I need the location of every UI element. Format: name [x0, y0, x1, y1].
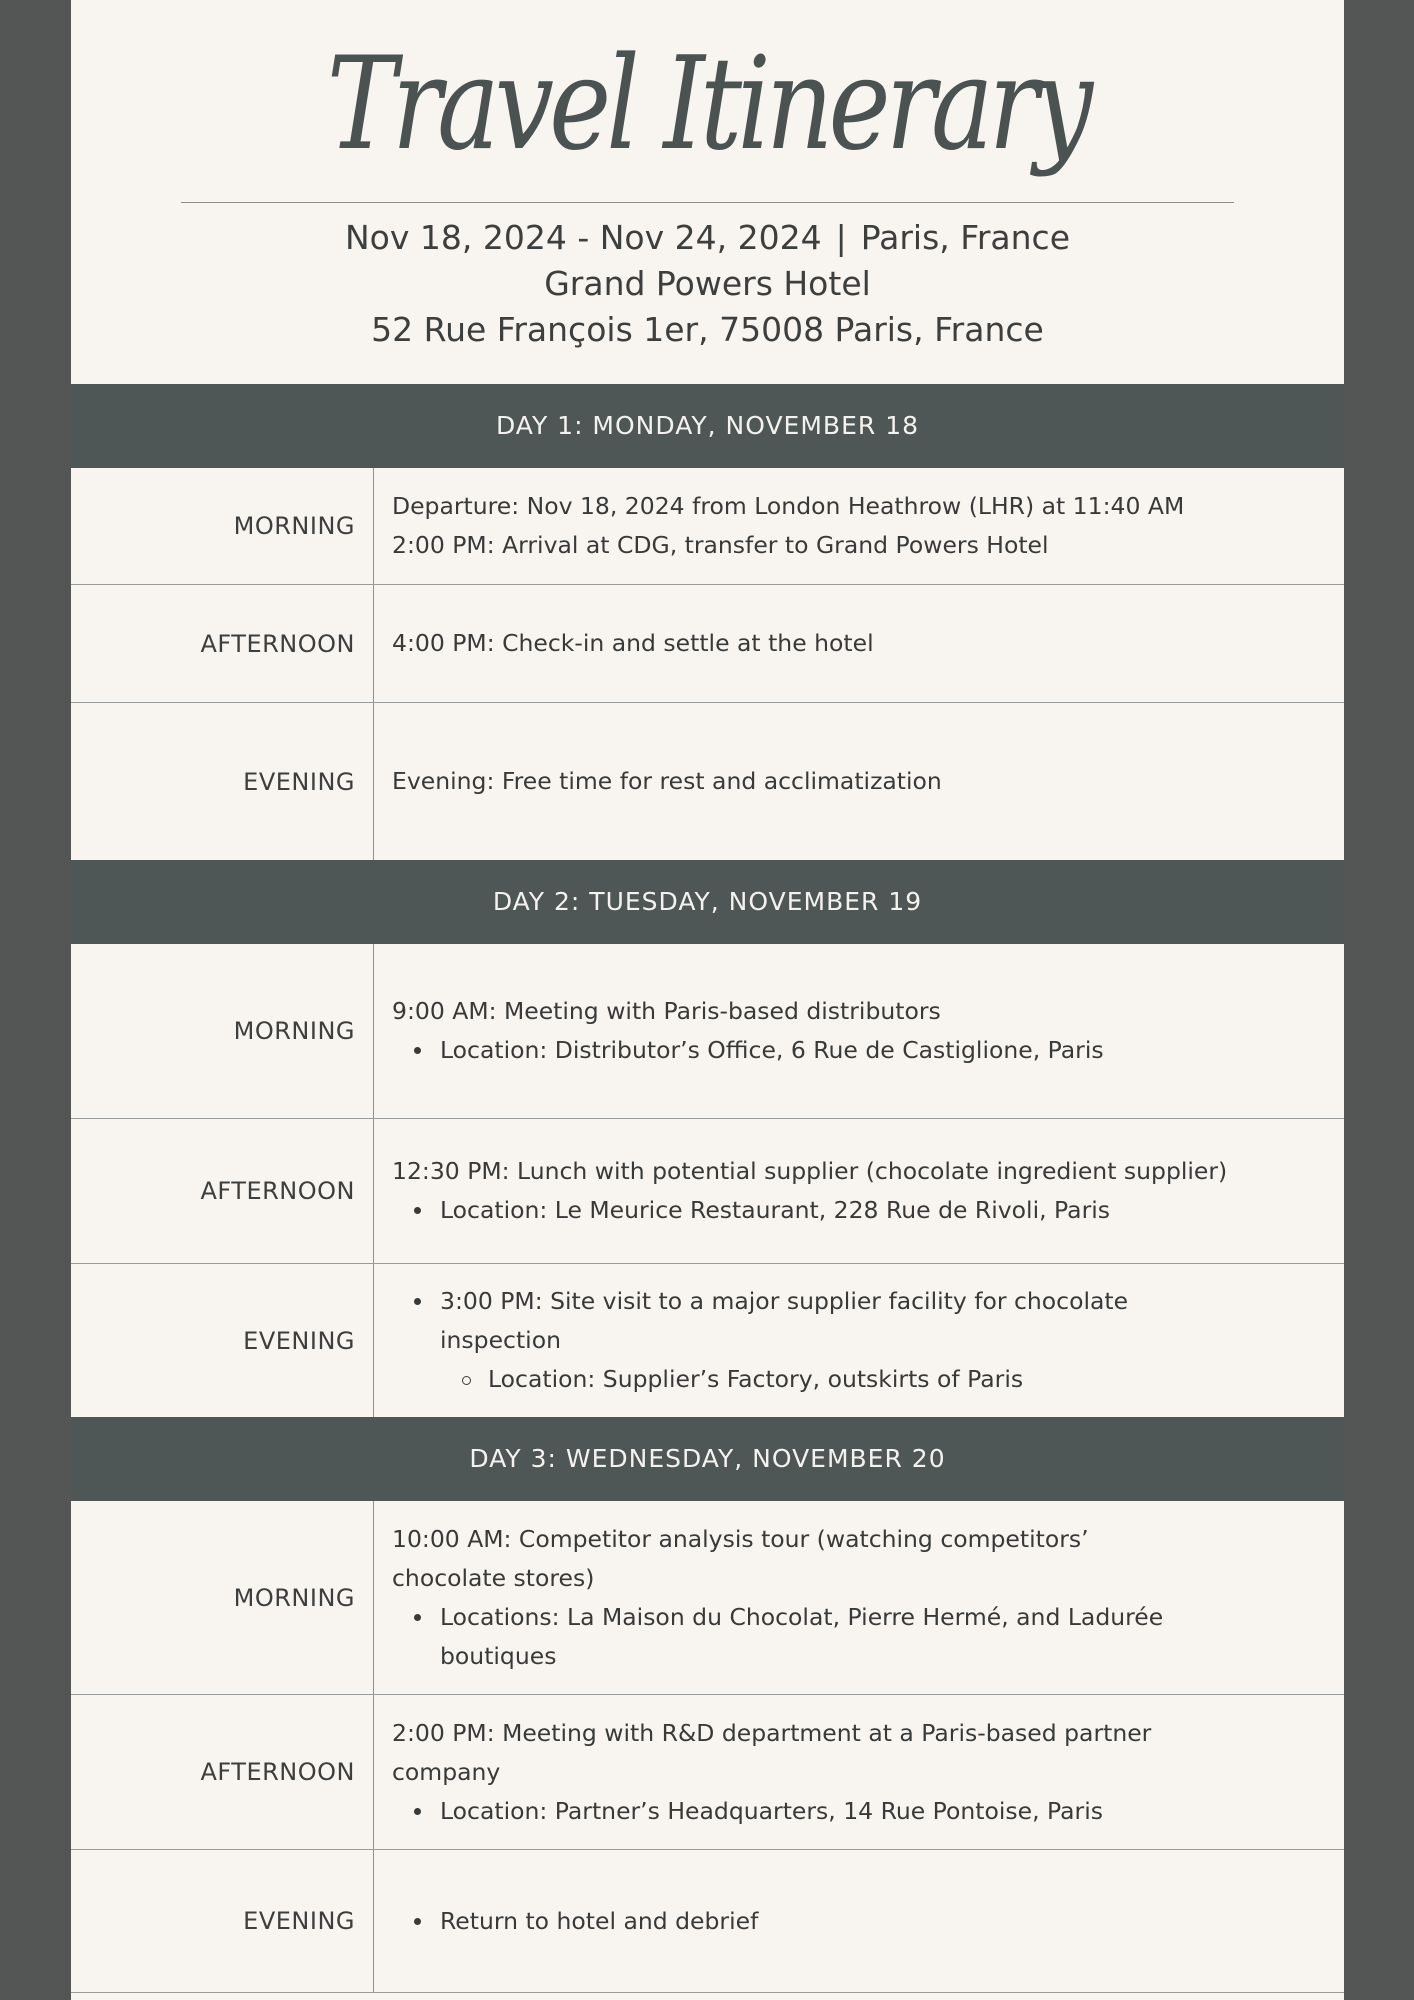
list-item: Location: Le Meurice Restaurant, 228 Rue de Rivoli, Paris — [392, 1191, 1244, 1230]
period-content — [374, 1264, 1344, 1417]
page-title: Travel Itinerary — [326, 30, 1089, 179]
list-item: Location: Distributor’s Office, 6 Rue de Castiglione, Paris — [392, 1031, 1244, 1070]
period-content — [374, 703, 1344, 860]
period-label: AFTERNOON — [71, 1695, 374, 1849]
list-item: Location: Partner’s Headquarters, 14 Rue Pontoise, Paris — [392, 1792, 1204, 1831]
day-2-header: DAY 2: TUESDAY, NOVEMBER 19 — [71, 860, 1344, 944]
detail-list — [392, 1902, 1244, 1941]
hotel-address: 52 Rue François 1er, 75008 Paris, France — [371, 310, 1044, 349]
period-content — [374, 1850, 1344, 1992]
schedule-line: 12:30 PM: Lunch with potential supplier (chocolate ingredient supplier) — [392, 1157, 1228, 1185]
day-3-morning-row — [71, 1501, 1344, 1695]
schedule-line: 2:00 PM: Arrival at CDG, transfer to Grand Powers Hotel — [392, 531, 1049, 559]
itinerary-header — [71, 0, 1344, 384]
period-content — [374, 1695, 1344, 1849]
schedule-line: Evening: Free time for rest and acclimatization — [392, 767, 942, 795]
period-content — [374, 1119, 1344, 1263]
period-label: MORNING — [71, 1501, 374, 1694]
period-content — [374, 585, 1344, 702]
period-label: EVENING — [71, 703, 374, 860]
list-item: Return to hotel and debrief — [392, 1902, 1244, 1941]
detail-list — [392, 1598, 1204, 1676]
trip-dates: Nov 18, 2024 - Nov 24, 2024 — [345, 218, 822, 257]
day-1-evening-row — [71, 703, 1344, 860]
day-3-header: DAY 3: WEDNESDAY, NOVEMBER 20 — [71, 1417, 1344, 1501]
separator: | — [835, 218, 847, 257]
day-3-evening-row — [71, 1850, 1344, 1993]
period-label: EVENING — [71, 1850, 374, 1992]
detail-list — [392, 1191, 1244, 1230]
period-label: EVENING — [71, 1264, 374, 1417]
list-item: Locations: La Maison du Chocolat, Pierre Hermé, and Ladurée boutiques — [392, 1598, 1204, 1676]
period-label: MORNING — [71, 468, 374, 584]
day-2-morning-row — [71, 944, 1344, 1119]
trip-dates-location — [71, 216, 1344, 260]
itinerary-page — [71, 0, 1344, 2000]
period-label: AFTERNOON — [71, 1119, 374, 1263]
hotel-name: Grand Powers Hotel — [544, 264, 871, 303]
day-3-afternoon-row — [71, 1695, 1344, 1850]
schedule-line: 4:00 PM: Check-in and settle at the hotel — [392, 629, 874, 657]
schedule-line: 9:00 AM: Meeting with Paris-based distributors — [392, 997, 941, 1025]
detail-list — [392, 1031, 1244, 1070]
schedule-line: 10:00 AM: Competitor analysis tour (watching competitors’ chocolate stores) — [392, 1524, 1089, 1592]
trip-location: Paris, France — [860, 218, 1070, 257]
sub-list-item: Location: Supplier’s Factory, outskirts of Paris — [392, 1360, 1164, 1399]
period-content — [374, 1501, 1344, 1694]
period-label: AFTERNOON — [71, 585, 374, 702]
detail-list — [392, 1282, 1164, 1399]
schedule-line: Departure: Nov 18, 2024 from London Heathrow (LHR) at 11:40 AM — [392, 492, 1185, 520]
title-divider — [181, 202, 1234, 203]
day-1-afternoon-row — [71, 585, 1344, 703]
day-1-header: DAY 1: MONDAY, NOVEMBER 18 — [71, 384, 1344, 468]
detail-list — [392, 1792, 1204, 1831]
day-1-morning-row — [71, 468, 1344, 585]
day-2-evening-row — [71, 1264, 1344, 1417]
period-content — [374, 468, 1344, 584]
period-label: MORNING — [71, 944, 374, 1118]
list-item: 3:00 PM: Site visit to a major supplier facility for chocolate inspection — [392, 1282, 1164, 1360]
day-2-afternoon-row — [71, 1119, 1344, 1264]
schedule-line: 2:00 PM: Meeting with R&D department at a Paris-based partner company — [392, 1718, 1152, 1786]
period-content — [374, 944, 1344, 1118]
